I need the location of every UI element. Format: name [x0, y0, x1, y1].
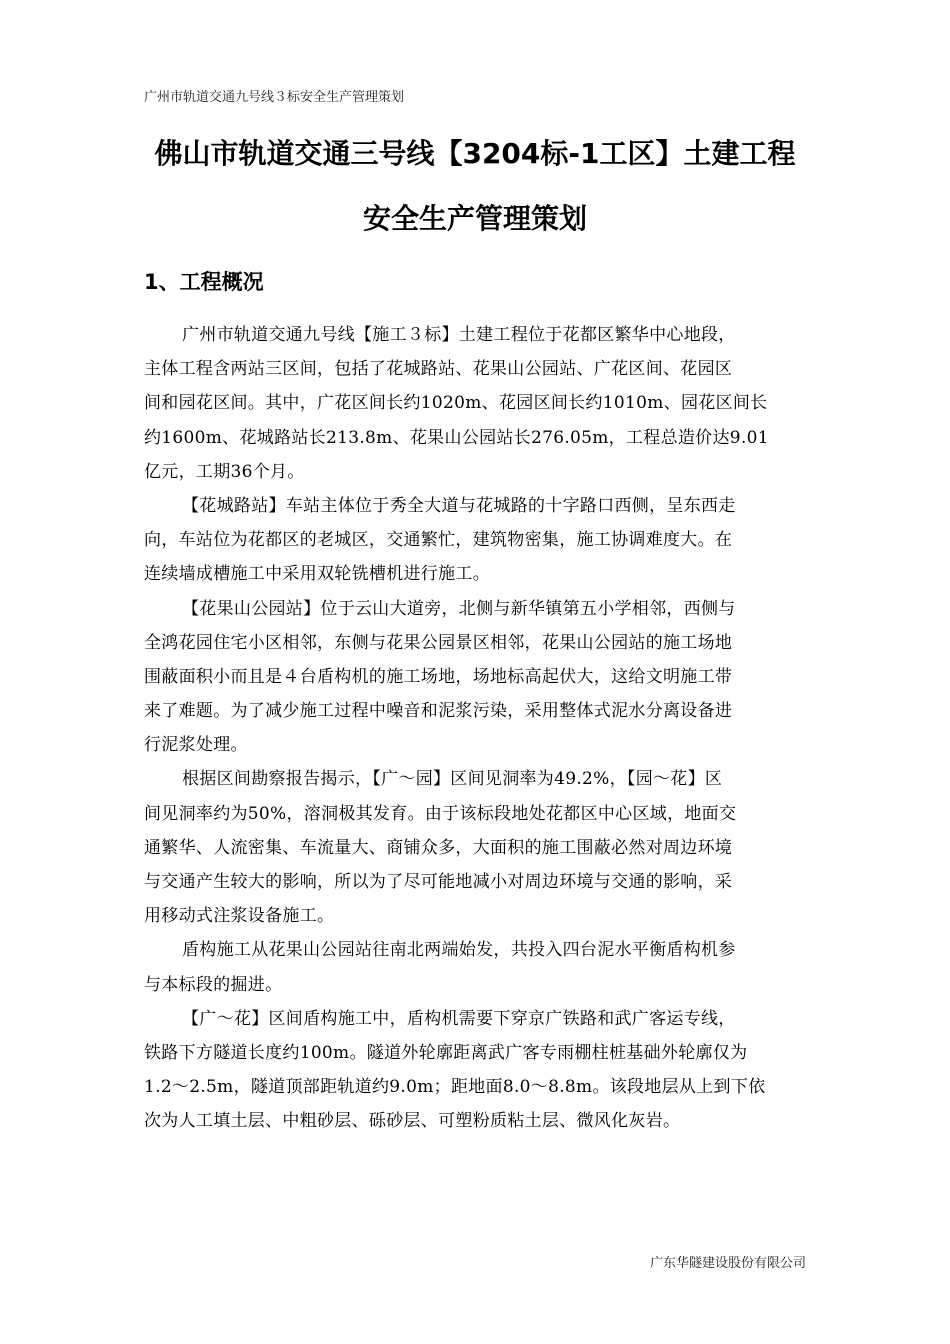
paragraph-line: 盾构施工从花果山公园站往南北两端始发，共投入四台泥水平衡盾构机参 — [182, 940, 736, 961]
paragraph — [144, 489, 806, 592]
paragraph-line: 与本标段的掘进。 — [144, 974, 283, 995]
paragraph — [144, 1002, 806, 1139]
paragraph-line: 根据区间勘察报告揭示，【广～园】区间见洞率为49.2%，【园～花】区 — [182, 769, 723, 790]
paragraph-line: 全鸿花园住宅小区相邻，东侧与花果公园景区相邻，花果山公园站的施工场地 — [144, 632, 733, 653]
section-heading: 1、工程概况 — [144, 270, 264, 294]
body-text — [144, 318, 806, 1139]
paragraph-line: 与交通产生较大的影响，所以为了尽可能地减小对周边环境与交通的影响，采 — [144, 872, 733, 892]
document-title-line-1: 佛山市轨道交通三号线【3204标-1工区】土建工程 — [154, 137, 796, 170]
paragraph-line: 【广～花】区间盾构施工中，盾构机需要下穿京广铁路和武广客运专线， — [182, 1008, 736, 1029]
paragraph-line: 用移动式注浆设备施工。 — [144, 906, 335, 927]
paragraph-line: 来了难题。为了减少施工过程中噪音和泥浆污染，采用整体式泥水分离设备进 — [144, 701, 733, 722]
paragraph — [144, 933, 806, 1001]
paragraph-line: 铁路下方隧道长度约100m。隧道外轮廓距离武广客专雨棚柱桩基础外轮廓仅为 — [144, 1042, 748, 1063]
paragraph-line: 次为人工填土层、中粗砂层、砾砂层、可塑粉质粘土层、微风化灰岩。 — [144, 1111, 681, 1132]
paragraph-line: 1.2～2.5m，隧道顶部距轨道约9.0m；距地面8.0～8.8m。该段地层从上到下依 — [144, 1077, 766, 1098]
paragraph-line: 间和园花区间。其中，广花区间长约1020m、花园区间长约1010m、园花区间长 — [144, 393, 768, 414]
paragraph-line: 向，车站位为花都区的老城区，交通繁忙，建筑物密集，施工协调难度大。在 — [144, 530, 733, 551]
paragraph-line: 约1600m、花城路站长213.8m、花果山公园站长276.05m，工程总造价达9.01 — [144, 427, 769, 448]
paragraph-line: 广州市轨道交通九号线【施工３标】土建工程位于花都区繁华中心地段， — [182, 325, 736, 345]
paragraph — [144, 318, 806, 489]
paragraph-line: 连续墙成槽施工中采用双轮铣槽机进行施工。 — [144, 564, 490, 585]
paragraph — [144, 592, 806, 763]
paragraph — [144, 762, 806, 933]
paragraph-line: 亿元，工期36个月。 — [144, 461, 305, 482]
paragraph-line: 【花果山公园站】位于云山大道旁，北侧与新华镇第五小学相邻，西侧与 — [182, 598, 736, 619]
paragraph-line: 间见洞率约为50%，溶洞极其发育。由于该标段地处花都区中心区域，地面交 — [144, 803, 737, 824]
paragraph-line: 通繁华、人流密集、车流量大、商铺众多，大面积的施工围蔽必然对周边环境 — [144, 837, 733, 858]
footer-company: 广东华隧建设股份有限公司 — [649, 1256, 806, 1271]
paragraph-line: 【花城路站】车站主体位于秀全大道与花城路的十字路口西侧，呈东西走 — [182, 495, 736, 516]
paragraph-line: 围蔽面积小而且是４台盾构机的施工场地，场地标高起伏大，这给文明施工带 — [144, 666, 733, 687]
running-header: 广州市轨道交通九号线３标安全生产管理策划 — [144, 90, 405, 105]
paragraph-line: 主体工程含两站三区间，包括了花城路站、花果山公园站、广花区间、花园区 — [144, 359, 733, 380]
document-title-line-2: 安全生产管理策划 — [362, 202, 587, 235]
paragraph-line: 行泥浆处理。 — [144, 735, 248, 756]
